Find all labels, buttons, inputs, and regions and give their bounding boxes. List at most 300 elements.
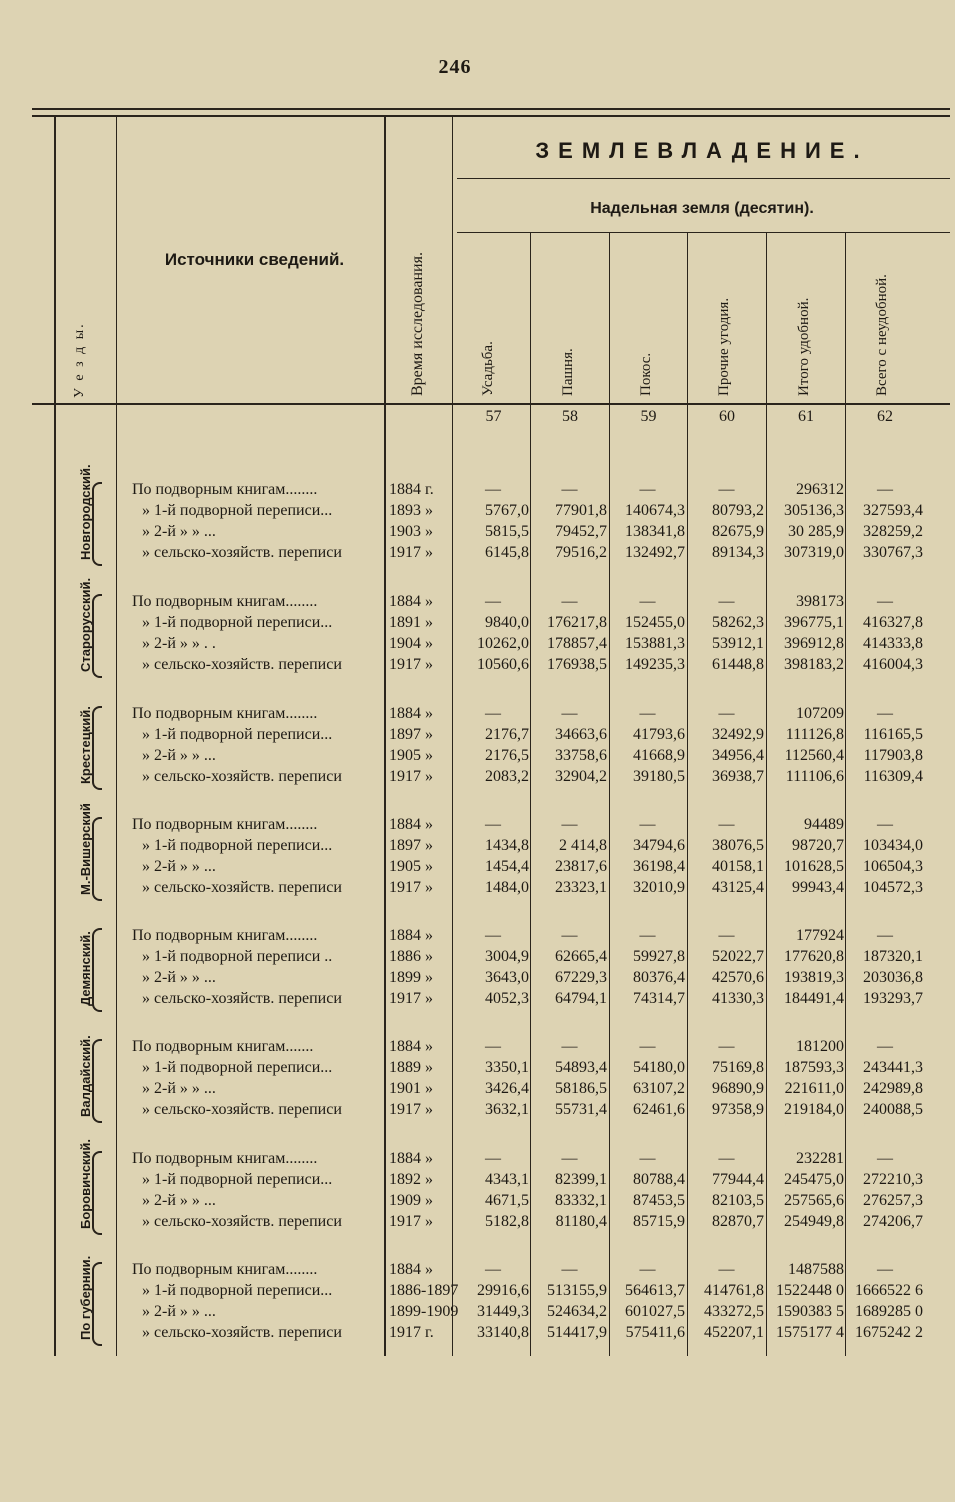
value-cell-col58: 79452,7 bbox=[555, 523, 607, 540]
value-cell-col62: 104572,3 bbox=[863, 879, 923, 896]
value-cell-col58: 513155,9 bbox=[547, 1282, 607, 1299]
value-cell-col58: — bbox=[561, 1038, 578, 1055]
table-row bbox=[32, 704, 950, 724]
col-57-number: 57 bbox=[485, 408, 502, 425]
value-cell-col61: 398183,2 bbox=[784, 656, 844, 673]
table-row bbox=[32, 989, 950, 1009]
value-cell-col57: 31449,3 bbox=[477, 1303, 529, 1320]
value-cell-col59: 152455,0 bbox=[625, 614, 685, 631]
subsection-title: Надельная земля (десятин). bbox=[590, 200, 814, 217]
year-cell: 1904 » bbox=[389, 635, 433, 652]
value-cell-col57: 4052,3 bbox=[485, 990, 529, 1007]
col-60-label: Прочие угодия. bbox=[716, 297, 732, 396]
value-cell-col61: 398173 bbox=[796, 593, 844, 610]
district-label: Крестецкий. bbox=[78, 706, 93, 784]
value-cell-col60: 40158,1 bbox=[712, 858, 764, 875]
value-cell-col62: 187320,1 bbox=[863, 948, 923, 965]
value-cell-col60: 96890,9 bbox=[712, 1080, 764, 1097]
year-cell: 1905 » bbox=[389, 747, 433, 764]
source-cell: » сельско-хозяйств. переписи bbox=[142, 544, 342, 561]
value-cell-col59: 36198,4 bbox=[633, 858, 685, 875]
value-cell-col57: 3350,1 bbox=[485, 1059, 529, 1076]
value-cell-col60: 52022,7 bbox=[712, 948, 764, 965]
table-row bbox=[32, 480, 950, 500]
value-cell-col62: — bbox=[877, 481, 893, 498]
value-cell-col61: 187593,3 bbox=[784, 1059, 844, 1076]
year-cell: 1917 » bbox=[389, 656, 433, 673]
source-cell: » 2-й » » ... bbox=[142, 1192, 216, 1209]
value-cell-col60: — bbox=[718, 1038, 735, 1055]
value-cell-col62: 103434,0 bbox=[863, 837, 923, 854]
value-cell-col60: 80793,2 bbox=[712, 502, 764, 519]
value-cell-col62: 276257,3 bbox=[863, 1192, 923, 1209]
district-label: Старорусский. bbox=[78, 577, 93, 672]
value-cell-col59: 34794,6 bbox=[633, 837, 685, 854]
value-cell-col61: 99943,4 bbox=[792, 879, 844, 896]
value-cell-col58: 23817,6 bbox=[555, 858, 607, 875]
value-cell-col61: 98720,7 bbox=[792, 837, 844, 854]
district-label: Новгородский. bbox=[78, 464, 93, 560]
value-cell-col58: 23323,1 bbox=[555, 879, 607, 896]
value-cell-col61: 257565,6 bbox=[784, 1192, 844, 1209]
year-cell: 1917 » bbox=[389, 544, 433, 561]
value-cell-col58: 83332,1 bbox=[555, 1192, 607, 1209]
table-row bbox=[32, 1191, 950, 1211]
value-cell-col57: 9840,0 bbox=[485, 614, 529, 631]
value-cell-col61: 232281 bbox=[796, 1150, 844, 1167]
value-cell-col62: — bbox=[877, 593, 893, 610]
district-label: М.-Вишерский bbox=[78, 803, 93, 895]
value-cell-col58: — bbox=[561, 1261, 578, 1278]
value-cell-col60: — bbox=[718, 481, 735, 498]
value-cell-col57: 6145,8 bbox=[485, 544, 529, 561]
value-cell-col62: — bbox=[877, 1261, 893, 1278]
source-cell: По подворным книгам........ bbox=[132, 816, 318, 833]
value-cell-col59: — bbox=[639, 1261, 656, 1278]
year-cell: 1897 » bbox=[389, 837, 433, 854]
value-cell-col61: 111106,6 bbox=[785, 768, 844, 785]
value-cell-col57: 1484,0 bbox=[485, 879, 529, 896]
year-cell: 1884 » bbox=[389, 1038, 433, 1055]
table-row bbox=[32, 634, 950, 654]
table-row bbox=[32, 1170, 950, 1190]
value-cell-col57: — bbox=[485, 816, 501, 833]
value-cell-col61: 219184,0 bbox=[784, 1101, 844, 1118]
year-cell: 1899 » bbox=[389, 969, 433, 986]
value-cell-col62: 106504,3 bbox=[863, 858, 923, 875]
source-cell: По подворным книгам....... bbox=[132, 1038, 314, 1055]
value-cell-col59: 80788,4 bbox=[633, 1171, 685, 1188]
table-row bbox=[32, 815, 950, 835]
value-cell-col57: 1434,8 bbox=[485, 837, 529, 854]
value-cell-col57: 33140,8 bbox=[477, 1324, 529, 1341]
value-cell-col61: 245475,0 bbox=[784, 1171, 844, 1188]
value-cell-col60: 452207,1 bbox=[704, 1324, 764, 1341]
header-bottom-rule bbox=[32, 403, 950, 405]
value-cell-col57: — bbox=[485, 481, 501, 498]
col-57-label: Усадьба. bbox=[480, 341, 496, 396]
col-58-label: Пашня. bbox=[560, 348, 576, 396]
value-cell-col59: 54180,0 bbox=[633, 1059, 685, 1076]
value-cell-col59: 138341,8 bbox=[625, 523, 685, 540]
value-cell-col59: 74314,7 bbox=[633, 990, 685, 1007]
value-cell-col58: — bbox=[561, 481, 578, 498]
value-cell-col57: 3004,9 bbox=[485, 948, 529, 965]
value-cell-col59: 564613,7 bbox=[625, 1282, 685, 1299]
district-label: Боровичский. bbox=[78, 1138, 93, 1229]
table-row bbox=[32, 947, 950, 967]
value-cell-col60: 41330,3 bbox=[712, 990, 764, 1007]
col-59-number: 59 bbox=[640, 408, 657, 425]
value-cell-col59: 140674,3 bbox=[625, 502, 685, 519]
value-cell-col59: 132492,7 bbox=[625, 544, 685, 561]
source-cell: » сельско-хозяйств. переписи bbox=[142, 656, 342, 673]
value-cell-col61: 1590383 5 bbox=[776, 1303, 844, 1320]
value-cell-col62: — bbox=[877, 1150, 893, 1167]
source-cell: По подворным книгам........ bbox=[132, 1261, 318, 1278]
value-cell-col59: 153881,3 bbox=[625, 635, 685, 652]
value-cell-col57: 10262,0 bbox=[477, 635, 529, 652]
value-cell-col62: 1675242 2 bbox=[855, 1324, 923, 1341]
value-cell-col60: 75169,8 bbox=[712, 1059, 764, 1076]
value-cell-col61: 181200 bbox=[796, 1038, 844, 1055]
source-cell: » сельско-хозяйств. переписи bbox=[142, 990, 342, 1007]
value-cell-col58: 33758,6 bbox=[555, 747, 607, 764]
source-cell: По подворным книгам........ bbox=[132, 927, 318, 944]
value-cell-col59: 59927,8 bbox=[633, 948, 685, 965]
table-row bbox=[32, 1302, 950, 1322]
table-row bbox=[32, 767, 950, 787]
value-cell-col61: 111126,8 bbox=[785, 726, 844, 743]
value-cell-col62: 193293,7 bbox=[863, 990, 923, 1007]
year-cell: 1884 » bbox=[389, 705, 433, 722]
value-cell-col62: 1689285 0 bbox=[855, 1303, 923, 1320]
value-cell-col57: 1454,4 bbox=[485, 858, 529, 875]
section-title: ЗЕМЛЕВЛАДЕНИЕ. bbox=[535, 138, 869, 163]
value-cell-col62: 414333,8 bbox=[863, 635, 923, 652]
source-cell: » 1-й подворной переписи... bbox=[142, 837, 333, 854]
sources-header: Источники сведений. bbox=[164, 250, 345, 269]
year-cell: 1889 » bbox=[389, 1059, 433, 1076]
value-cell-col61: 177924 bbox=[796, 927, 844, 944]
value-cell-col60: 77944,4 bbox=[712, 1171, 764, 1188]
value-cell-col58: 514417,9 bbox=[547, 1324, 607, 1341]
value-cell-col60: — bbox=[718, 927, 735, 944]
top-rule bbox=[32, 108, 950, 110]
value-cell-col57: 10560,6 bbox=[477, 656, 529, 673]
value-cell-col58: — bbox=[561, 705, 578, 722]
value-cell-col58: — bbox=[561, 593, 578, 610]
value-cell-col62: 203036,8 bbox=[863, 969, 923, 986]
table-row bbox=[32, 1149, 950, 1169]
value-cell-col61: 254949,8 bbox=[784, 1213, 844, 1230]
year-cell: 1897 » bbox=[389, 726, 433, 743]
table-row bbox=[32, 878, 950, 898]
value-cell-col59: — bbox=[639, 593, 656, 610]
source-cell: » сельско-хозяйств. переписи bbox=[142, 879, 342, 896]
value-cell-col62: — bbox=[877, 816, 893, 833]
value-cell-col60: 89134,3 bbox=[712, 544, 764, 561]
table-row bbox=[32, 522, 950, 542]
value-cell-col58: 64794,1 bbox=[555, 990, 607, 1007]
table-row bbox=[32, 836, 950, 856]
year-cell: 1892 » bbox=[389, 1171, 433, 1188]
source-cell: По подворным книгам........ bbox=[132, 705, 318, 722]
year-cell: 1886-1897 bbox=[389, 1282, 459, 1299]
value-cell-col60: 433272,5 bbox=[704, 1303, 764, 1320]
value-cell-col58: 178857,4 bbox=[547, 635, 607, 652]
source-cell: » 2-й » » ... bbox=[142, 747, 216, 764]
value-cell-col62: 1666522 6 bbox=[855, 1282, 923, 1299]
value-cell-col60: 414761,8 bbox=[704, 1282, 764, 1299]
value-cell-col57: 2176,5 bbox=[485, 747, 529, 764]
value-cell-col62: 243441,3 bbox=[863, 1059, 923, 1076]
value-cell-col60: — bbox=[718, 593, 735, 610]
value-cell-col59: 39180,5 bbox=[633, 768, 685, 785]
value-cell-col57: — bbox=[485, 593, 501, 610]
value-cell-col61: 30 285,9 bbox=[788, 523, 844, 540]
value-cell-col57: 4343,1 bbox=[485, 1171, 529, 1188]
value-cell-col62: 330767,3 bbox=[863, 544, 923, 561]
value-cell-col58: 2 414,8 bbox=[559, 837, 607, 854]
table-row bbox=[32, 725, 950, 745]
value-cell-col62: 272210,3 bbox=[863, 1171, 923, 1188]
source-cell: По подворным книгам........ bbox=[132, 1150, 318, 1167]
year-cell: 1917 » bbox=[389, 768, 433, 785]
table-row bbox=[32, 613, 950, 633]
district-label: По губернии. bbox=[78, 1255, 93, 1340]
source-cell: » сельско-хозяйств. переписи bbox=[142, 1101, 342, 1118]
value-cell-col57: 3426,4 bbox=[485, 1080, 529, 1097]
value-cell-col62: 416004,3 bbox=[863, 656, 923, 673]
col-59-label: Покос. bbox=[638, 352, 654, 396]
source-cell: » 1-й подворной переписи... bbox=[142, 1171, 333, 1188]
value-cell-col62: — bbox=[877, 705, 893, 722]
source-cell: » 2-й » » ... bbox=[142, 858, 216, 875]
table-row bbox=[32, 1260, 950, 1280]
value-cell-col60: — bbox=[718, 1150, 735, 1167]
year-cell: 1884 » bbox=[389, 1261, 433, 1278]
year-cell: 1901 » bbox=[389, 1080, 433, 1097]
value-cell-col59: — bbox=[639, 927, 656, 944]
value-cell-col57: 2176,7 bbox=[485, 726, 529, 743]
source-cell: » 2-й » » . . bbox=[142, 635, 216, 652]
value-cell-col59: — bbox=[639, 1150, 656, 1167]
time-header: Время исследования. bbox=[409, 252, 426, 396]
table-row bbox=[32, 857, 950, 877]
source-cell: » 2-й » » ... bbox=[142, 1303, 216, 1320]
value-cell-col58: 79516,2 bbox=[555, 544, 607, 561]
value-cell-col62: 240088,5 bbox=[863, 1101, 923, 1118]
value-cell-col58: 67229,3 bbox=[555, 969, 607, 986]
year-cell: 1917 » bbox=[389, 990, 433, 1007]
source-cell: » 1-й подворной переписи... bbox=[142, 614, 333, 631]
value-cell-col60: 36938,7 bbox=[712, 768, 764, 785]
value-cell-col58: 32904,2 bbox=[555, 768, 607, 785]
value-cell-col59: 41668,9 bbox=[633, 747, 685, 764]
value-cell-col61: 307319,0 bbox=[784, 544, 844, 561]
value-cell-col57: 5767,0 bbox=[485, 502, 529, 519]
value-cell-col62: 328259,2 bbox=[863, 523, 923, 540]
source-cell: » 1-й подворной переписи .. bbox=[142, 948, 333, 965]
table-row bbox=[32, 926, 950, 946]
year-cell: 1884 » bbox=[389, 927, 433, 944]
year-cell: 1884 г. bbox=[389, 481, 434, 498]
value-cell-col57: 3632,1 bbox=[485, 1101, 529, 1118]
value-cell-col58: 77901,8 bbox=[555, 502, 607, 519]
districts-header: У е з д ы. bbox=[72, 322, 87, 398]
value-cell-col58: 34663,6 bbox=[555, 726, 607, 743]
value-cell-col62: — bbox=[877, 927, 893, 944]
year-cell: 1899-1909 bbox=[389, 1303, 459, 1320]
value-cell-col58: — bbox=[561, 1150, 578, 1167]
value-cell-col58: 82399,1 bbox=[555, 1171, 607, 1188]
col-61-label: Итого удобной. bbox=[796, 297, 812, 396]
col-62-number: 62 bbox=[877, 408, 893, 425]
value-cell-col58: 55731,4 bbox=[555, 1101, 607, 1118]
value-cell-col62: 416327,8 bbox=[863, 614, 923, 631]
value-cell-col59: 80376,4 bbox=[633, 969, 685, 986]
value-cell-col60: 82103,5 bbox=[712, 1192, 764, 1209]
value-cell-col62: 116309,4 bbox=[863, 768, 923, 785]
page-number: 246 bbox=[438, 56, 472, 78]
value-cell-col60: 53912,1 bbox=[712, 635, 764, 652]
value-cell-col61: 184491,4 bbox=[784, 990, 844, 1007]
col-58-number: 58 bbox=[562, 408, 578, 425]
source-cell: » 2-й » » ... bbox=[142, 523, 216, 540]
district-label: Валдайский. bbox=[78, 1035, 93, 1117]
section-rule bbox=[457, 178, 950, 179]
top-rule-2 bbox=[32, 115, 950, 117]
year-cell: 1891 » bbox=[389, 614, 433, 631]
table-row bbox=[32, 1323, 950, 1343]
value-cell-col62: 116165,5 bbox=[863, 726, 923, 743]
value-cell-col60: — bbox=[718, 1261, 735, 1278]
source-cell: » сельско-хозяйств. переписи bbox=[142, 1324, 342, 1341]
value-cell-col61: 221611,0 bbox=[784, 1080, 844, 1097]
table-row bbox=[32, 655, 950, 675]
value-cell-col60: 58262,3 bbox=[712, 614, 764, 631]
source-cell: » сельско-хозяйств. переписи bbox=[142, 1213, 342, 1230]
value-cell-col59: — bbox=[639, 705, 656, 722]
value-cell-col61: 396775,1 bbox=[784, 614, 844, 631]
table-row bbox=[32, 1037, 950, 1057]
year-cell: 1917 » bbox=[389, 1101, 433, 1118]
value-cell-col57: 29916,6 bbox=[477, 1282, 529, 1299]
value-cell-col59: 85715,9 bbox=[633, 1213, 685, 1230]
value-cell-col58: 58186,5 bbox=[555, 1080, 607, 1097]
source-cell: » 1-й подворной переписи... bbox=[142, 726, 333, 743]
value-cell-col61: 396912,8 bbox=[784, 635, 844, 652]
value-cell-col60: 43125,4 bbox=[712, 879, 764, 896]
year-cell: 1905 » bbox=[389, 858, 433, 875]
table-row bbox=[32, 1212, 950, 1232]
value-cell-col61: 107209 bbox=[796, 705, 844, 722]
value-cell-col60: 42570,6 bbox=[712, 969, 764, 986]
value-cell-col57: — bbox=[485, 705, 501, 722]
value-cell-col57: — bbox=[485, 1038, 501, 1055]
source-cell: » 1-й подворной переписи... bbox=[142, 1282, 333, 1299]
value-cell-col61: 193819,3 bbox=[784, 969, 844, 986]
value-cell-col59: 32010,9 bbox=[633, 879, 685, 896]
value-cell-col58: — bbox=[561, 927, 578, 944]
year-cell: 1884 » bbox=[389, 816, 433, 833]
source-cell: » 1-й подворной переписи... bbox=[142, 502, 333, 519]
value-cell-col57: — bbox=[485, 1150, 501, 1167]
year-cell: 1903 » bbox=[389, 523, 433, 540]
source-cell: » 1-й подворной переписи... bbox=[142, 1059, 333, 1076]
value-cell-col60: 34956,4 bbox=[712, 747, 764, 764]
value-cell-col61: 1487588 bbox=[788, 1261, 844, 1278]
value-cell-col61: 1575177 4 bbox=[776, 1324, 844, 1341]
value-cell-col57: 2083,2 bbox=[485, 768, 529, 785]
year-cell: 1884 » bbox=[389, 593, 433, 610]
year-cell: 1884 » bbox=[389, 1150, 433, 1167]
value-cell-col59: 41793,6 bbox=[633, 726, 685, 743]
value-cell-col58: 81180,4 bbox=[555, 1213, 607, 1230]
value-cell-col61: 305136,3 bbox=[784, 502, 844, 519]
value-cell-col58: 176217,8 bbox=[547, 614, 607, 631]
value-cell-col60: 38076,5 bbox=[712, 837, 764, 854]
value-cell-col62: 274206,7 bbox=[863, 1213, 923, 1230]
value-cell-col57: — bbox=[485, 927, 501, 944]
value-cell-col62: — bbox=[877, 1038, 893, 1055]
value-cell-col60: 32492,9 bbox=[712, 726, 764, 743]
value-cell-col58: 176938,5 bbox=[547, 656, 607, 673]
value-cell-col58: 54893,4 bbox=[555, 1059, 607, 1076]
value-cell-col59: 87453,5 bbox=[633, 1192, 685, 1209]
value-cell-col59: — bbox=[639, 1038, 656, 1055]
source-cell: По подворным книгам........ bbox=[132, 593, 318, 610]
value-cell-col57: 4671,5 bbox=[485, 1192, 529, 1209]
value-cell-col59: 575411,6 bbox=[625, 1324, 685, 1341]
table-row bbox=[32, 501, 950, 521]
value-cell-col61: 177620,8 bbox=[784, 948, 844, 965]
table-row bbox=[32, 592, 950, 612]
table-row bbox=[32, 968, 950, 988]
value-cell-col59: 62461,6 bbox=[633, 1101, 685, 1118]
year-cell: 1893 » bbox=[389, 502, 433, 519]
year-cell: 1886 » bbox=[389, 948, 433, 965]
source-cell: » сельско-хозяйств. переписи bbox=[142, 768, 342, 785]
value-cell-col58: 62665,4 bbox=[555, 948, 607, 965]
value-cell-col57: 3643,0 bbox=[485, 969, 529, 986]
value-cell-col62: 242989,8 bbox=[863, 1080, 923, 1097]
land-ownership-table bbox=[32, 108, 950, 1356]
value-cell-col58: 524634,2 bbox=[547, 1303, 607, 1320]
value-cell-col61: 94489 bbox=[804, 816, 844, 833]
value-cell-col61: 112560,4 bbox=[784, 747, 844, 764]
value-cell-col59: 149235,3 bbox=[625, 656, 685, 673]
value-cell-col60: 82870,7 bbox=[712, 1213, 764, 1230]
value-cell-col59: 63107,2 bbox=[633, 1080, 685, 1097]
district-label: Демянский. bbox=[78, 931, 93, 1006]
col-60-number: 60 bbox=[719, 408, 735, 425]
value-cell-col59: — bbox=[639, 816, 656, 833]
year-cell: 1917 » bbox=[389, 1213, 433, 1230]
value-cell-col57: 5182,8 bbox=[485, 1213, 529, 1230]
table-row bbox=[32, 746, 950, 766]
source-cell: » 2-й » » ... bbox=[142, 1080, 216, 1097]
value-cell-col59: — bbox=[639, 481, 656, 498]
value-cell-col61: 1522448 0 bbox=[776, 1282, 844, 1299]
value-cell-col60: — bbox=[718, 816, 735, 833]
col-61-number: 61 bbox=[798, 408, 814, 425]
table-row bbox=[32, 543, 950, 563]
value-cell-col60: 61448,8 bbox=[712, 656, 764, 673]
table-row bbox=[32, 1058, 950, 1078]
year-cell: 1917 » bbox=[389, 879, 433, 896]
